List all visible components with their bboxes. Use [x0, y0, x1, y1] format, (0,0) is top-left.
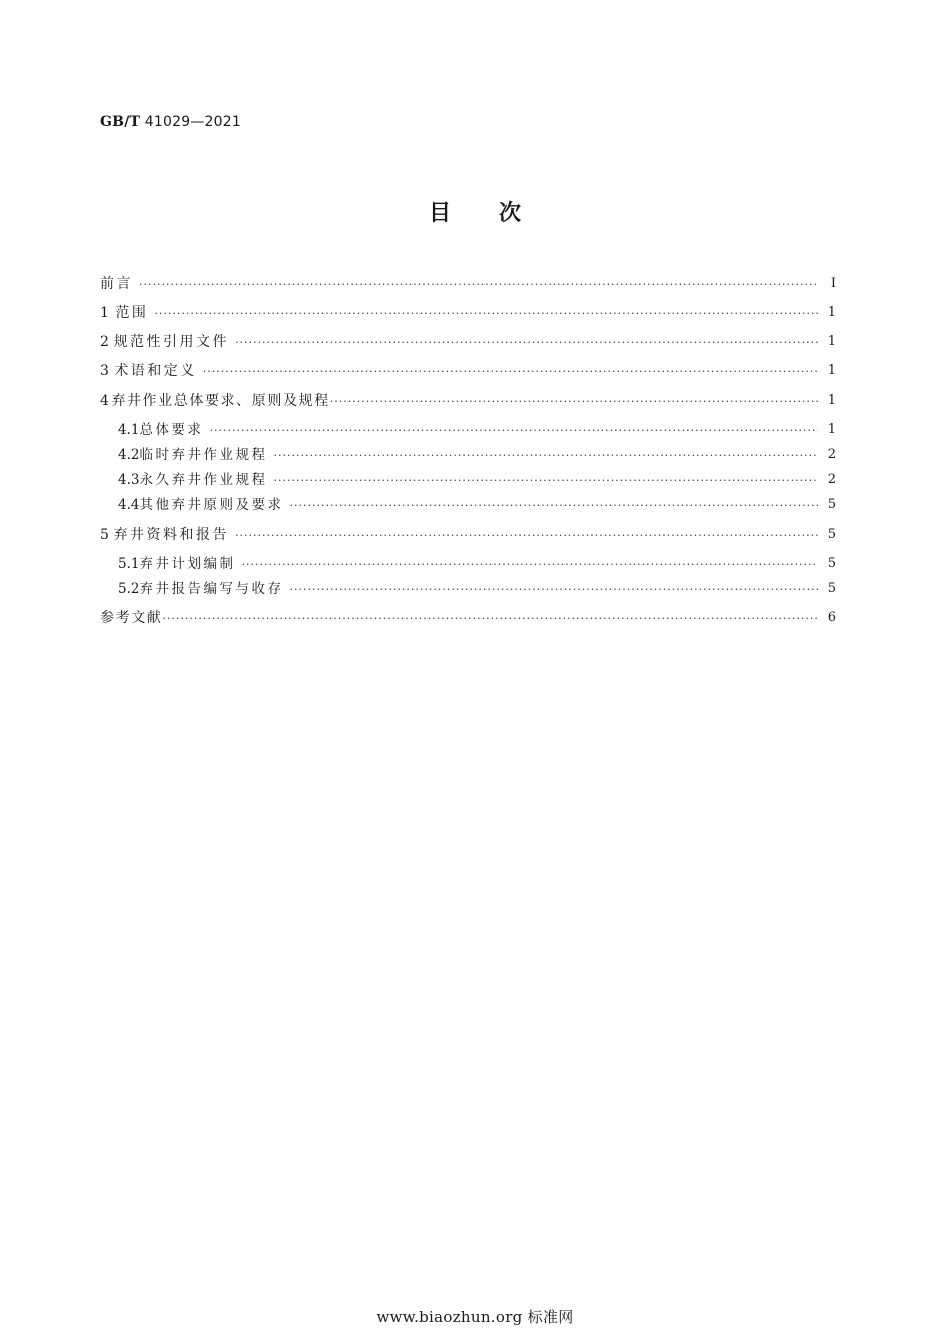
toc-entry-label: 总体要求 [139, 422, 204, 438]
toc-entry-label: 弃井计划编制 [139, 556, 236, 572]
toc-entry-label: 其他弃井原则及要求 [139, 497, 284, 513]
standard-number: 41029—2021 [144, 114, 241, 130]
toc-entry-number: 1 [100, 305, 109, 321]
toc-entry-4-2[interactable] [118, 444, 836, 466]
dot-leader [203, 360, 818, 382]
toc-entry-number: 4.3 [118, 472, 140, 488]
toc-entry-number: 4.1 [118, 422, 140, 438]
toc-entry-number: 3 [100, 363, 109, 379]
toc-entry-label: 临时弃井作业规程 [139, 447, 268, 463]
toc-entry-4[interactable] [100, 390, 836, 412]
toc-entry-page: 6 [827, 610, 836, 625]
toc-entry-label: 参考文献 [100, 610, 163, 626]
page-title: 目次 [428, 201, 569, 226]
toc-entry-page: 5 [827, 527, 836, 542]
dot-leader [241, 553, 818, 575]
footer [0, 1306, 950, 1327]
dot-leader [330, 390, 818, 412]
dot-leader [235, 524, 818, 546]
toc-entry-number: 2 [100, 334, 109, 350]
toc-entry-label: 术语和定义 [114, 363, 197, 379]
toc-entry-page: 2 [827, 472, 836, 487]
footer-site-name: 标准网 [527, 1308, 574, 1326]
toc-entry-page: 1 [827, 393, 836, 408]
toc-entry-4-1[interactable] [118, 419, 836, 441]
toc-entry-page: 1 [827, 305, 836, 320]
footer-url[interactable]: www.biaozhun.org [376, 1308, 523, 1326]
toc-entry-page: 1 [827, 363, 836, 378]
toc-entry-page: 5 [827, 556, 836, 571]
toc-entry-page: 5 [827, 581, 836, 596]
toc-entry-label: 前言 [100, 276, 133, 292]
toc-entry-5[interactable] [100, 524, 836, 546]
toc-entry-number: 4 [100, 393, 109, 409]
toc-entry-5-2[interactable] [118, 578, 836, 600]
toc-entry-page: Ⅰ [830, 276, 836, 291]
toc-entry-4-4[interactable] [118, 494, 836, 516]
toc-entry-label: 永久弃井作业规程 [139, 472, 268, 488]
toc-entry-page: 1 [827, 334, 836, 349]
dot-leader [235, 331, 818, 353]
toc-entry-1[interactable] [100, 302, 836, 324]
toc-entry-number: 5 [100, 527, 109, 543]
toc-entry-page: 2 [827, 447, 836, 462]
dot-leader [273, 469, 818, 491]
toc-entry-number: 5.2 [118, 581, 140, 597]
toc-entry-number: 4.4 [118, 497, 140, 513]
toc-entry-page: 1 [827, 422, 836, 437]
toc-entry-3[interactable] [100, 360, 836, 382]
dot-leader [154, 302, 818, 324]
toc-entry-label: 范围 [115, 305, 149, 321]
dot-leader [289, 578, 818, 600]
toc-entry-page: 5 [827, 497, 836, 512]
toc-entry-number: 5.1 [118, 556, 140, 572]
toc-entry-label: 弃井作业总体要求、原则及规程 [111, 393, 330, 409]
toc-entry-label: 规范性引用文件 [113, 334, 230, 350]
toc-entry-label: 弃井资料和报告 [113, 527, 230, 543]
toc-entry-4-3[interactable] [118, 469, 836, 491]
toc-entry-number: 4.2 [118, 447, 140, 463]
toc-entry-bibliography[interactable] [100, 607, 836, 629]
toc-entry-2[interactable] [100, 331, 836, 353]
dot-leader [273, 444, 818, 466]
toc-entry-5-1[interactable] [118, 553, 836, 575]
dot-leader [289, 494, 818, 516]
dot-leader [139, 273, 818, 295]
standard-prefix: GB/T [100, 114, 141, 130]
standard-code [100, 114, 241, 130]
dot-leader [209, 419, 818, 441]
dot-leader [162, 607, 818, 629]
toc-entry-label: 弃井报告编写与收存 [139, 581, 284, 597]
toc-entry-preface[interactable] [100, 273, 836, 295]
